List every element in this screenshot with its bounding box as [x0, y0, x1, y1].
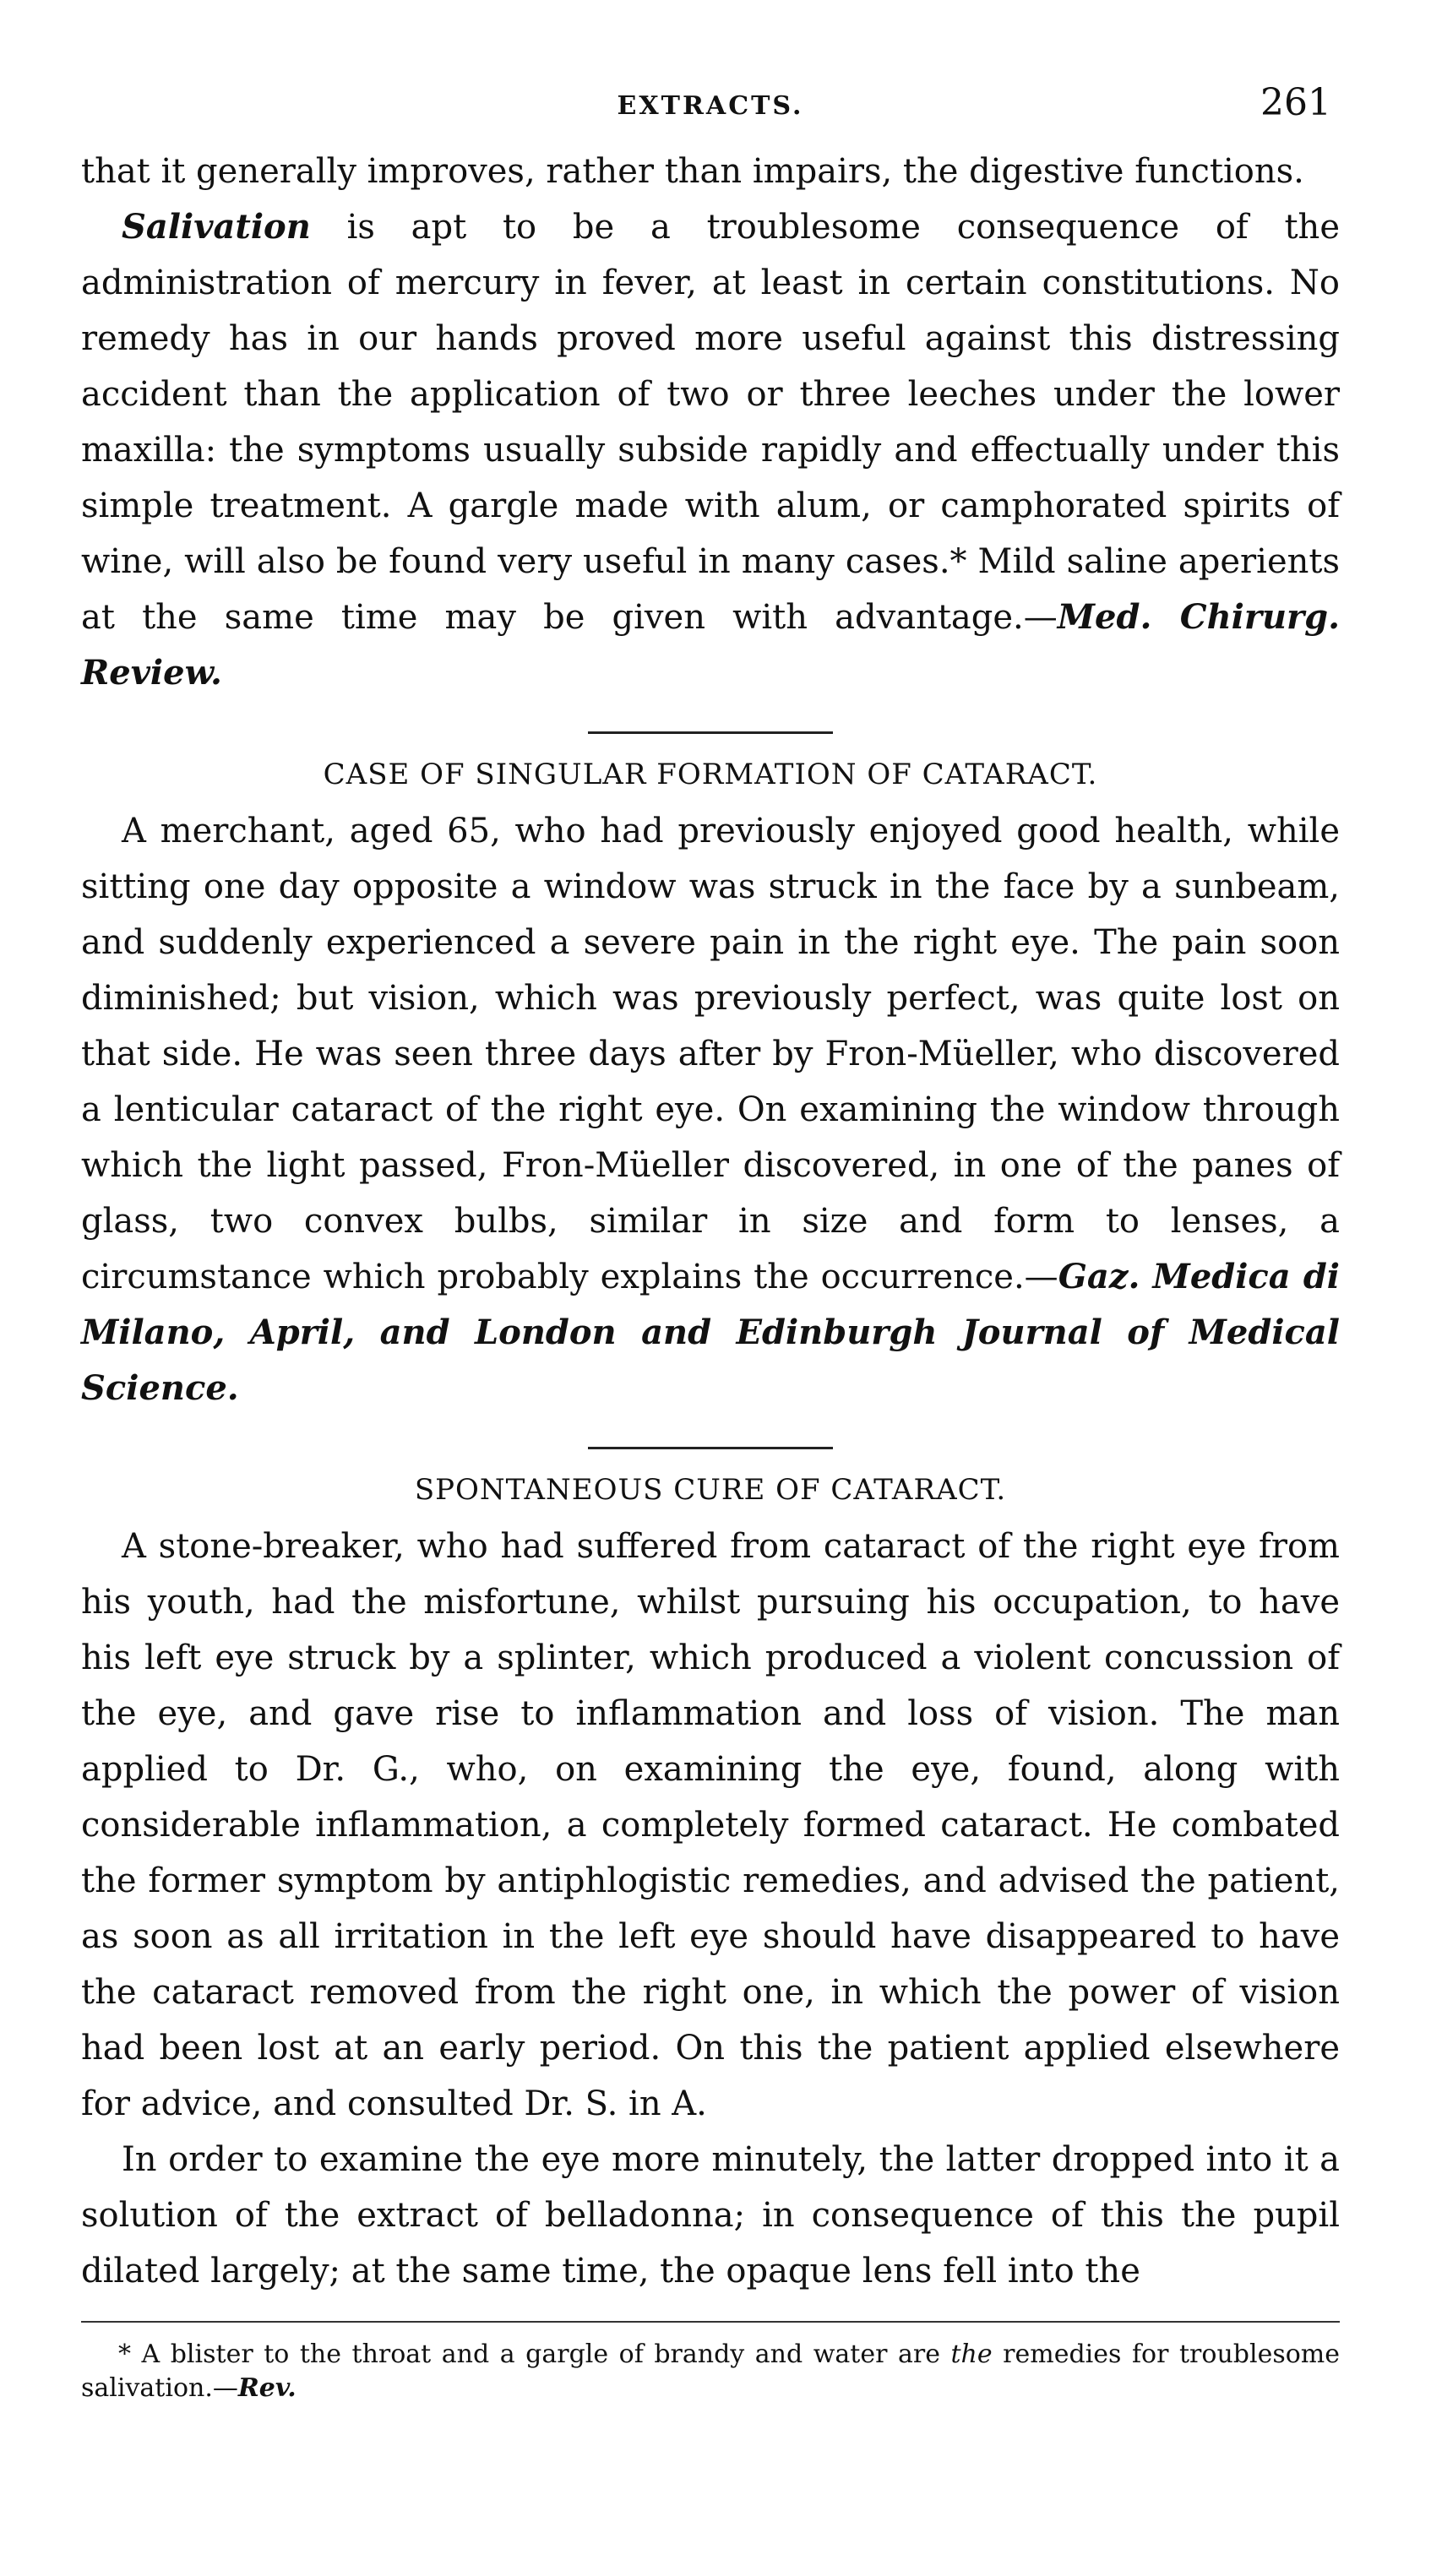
footnote-text-after: remedies for troublesome salivation.—	[81, 2340, 1340, 2403]
page-number: 261	[1260, 81, 1331, 124]
salivation-text: is apt to be a troublesome consequence of the administration of mercury in fever, at least in certain constitutions. No remedy has in our hands proved more useful against this distressing accident than the application of two or three leeches under the lower maxilla: the symptoms usually subside rapidly and effectually under this simple treatment. A gargle made with alum, or camphorated spirits of wine, will also be found very useful in many cases.* Mild saline aperients at the same time may be given with advantage.—	[81, 208, 1340, 637]
spontaneous-cure-title: SPONTANEOUS CURE OF CATARACT.	[414, 1473, 1007, 1507]
continued-paragraph: that it generally improves, rather than impairs, the digestive functions.	[81, 152, 1304, 191]
section-divider	[588, 731, 833, 734]
spontaneous-cure-paragraph-2: In order to examine the eye more minutely, the latter dropped into it a solution of the extract of belladonna; in consequence of this the pupil dilated largely; at the same time, the opaque lens fell into the	[81, 2140, 1340, 2291]
case-cataract-paragraph	[81, 803, 1340, 1416]
case-cataract-citation: Gaz. Medica di Milano, April, and London and Edinburgh Journal of Medical Science.	[81, 1257, 1340, 1408]
case-cataract-text: A merchant, aged 65, who had previously enjoyed good health, while sitting one day opposite a window was struck in the face by a sunbeam, and suddenly experienced a severe pain in the right eye. The pain soon diminished; but vision, which was previously perfect, was quite lost on that side. He was seen three days after by Fron-Müeller, who discovered a lenticular cataract of the right eye. On examining the window through which the light passed, Fron-Müeller discovered, in one of the panes of glass, two convex bulbs, similar in size and form to lenses, a circumstance which probably explains the occurrence.—	[81, 812, 1340, 1296]
book-page	[81, 76, 1340, 2405]
salivation-paragraph	[81, 199, 1340, 701]
case-cataract-title: CASE OF SINGULAR FORMATION OF CATARACT.	[323, 758, 1098, 791]
salivation-citation: Med. Chirurg. Review.	[81, 597, 1340, 693]
spontaneous-cure-paragraph-1: A stone-breaker, who had suffered from cataract of the right eye from his youth, had the misfortune, whilst pursuing his occupation, to have his left eye struck by a splinter, which produced a violent concussion of the eye, and gave rise to inflammation and loss of vision. The man applied to Dr. G., who, on examining the eye, found, along with considerable inflammation, a completely formed cataract. He combated the former symptom by antiphlogistic remedies, and advised the patient, as soon as all irritation in the left eye should have disappeared to have the cataract removed from the right one, in which the power of vision had been lost at an early period. On this the patient applied elsewhere for advice, and consulted Dr. S. in A.	[81, 1527, 1340, 2123]
footnote-emphasis: the	[950, 2340, 993, 2369]
running-title: EXTRACTS.	[617, 91, 804, 121]
section-divider	[588, 1447, 833, 1449]
salivation-term: Salivation	[122, 207, 311, 247]
footnote-citation: Rev.	[237, 2373, 297, 2403]
running-head	[81, 76, 1340, 144]
footnote-rule	[81, 2321, 1340, 2323]
footnote-text-before: * A blister to the throat and a gargle of brandy and water are	[118, 2340, 951, 2369]
footnote	[81, 2338, 1340, 2405]
